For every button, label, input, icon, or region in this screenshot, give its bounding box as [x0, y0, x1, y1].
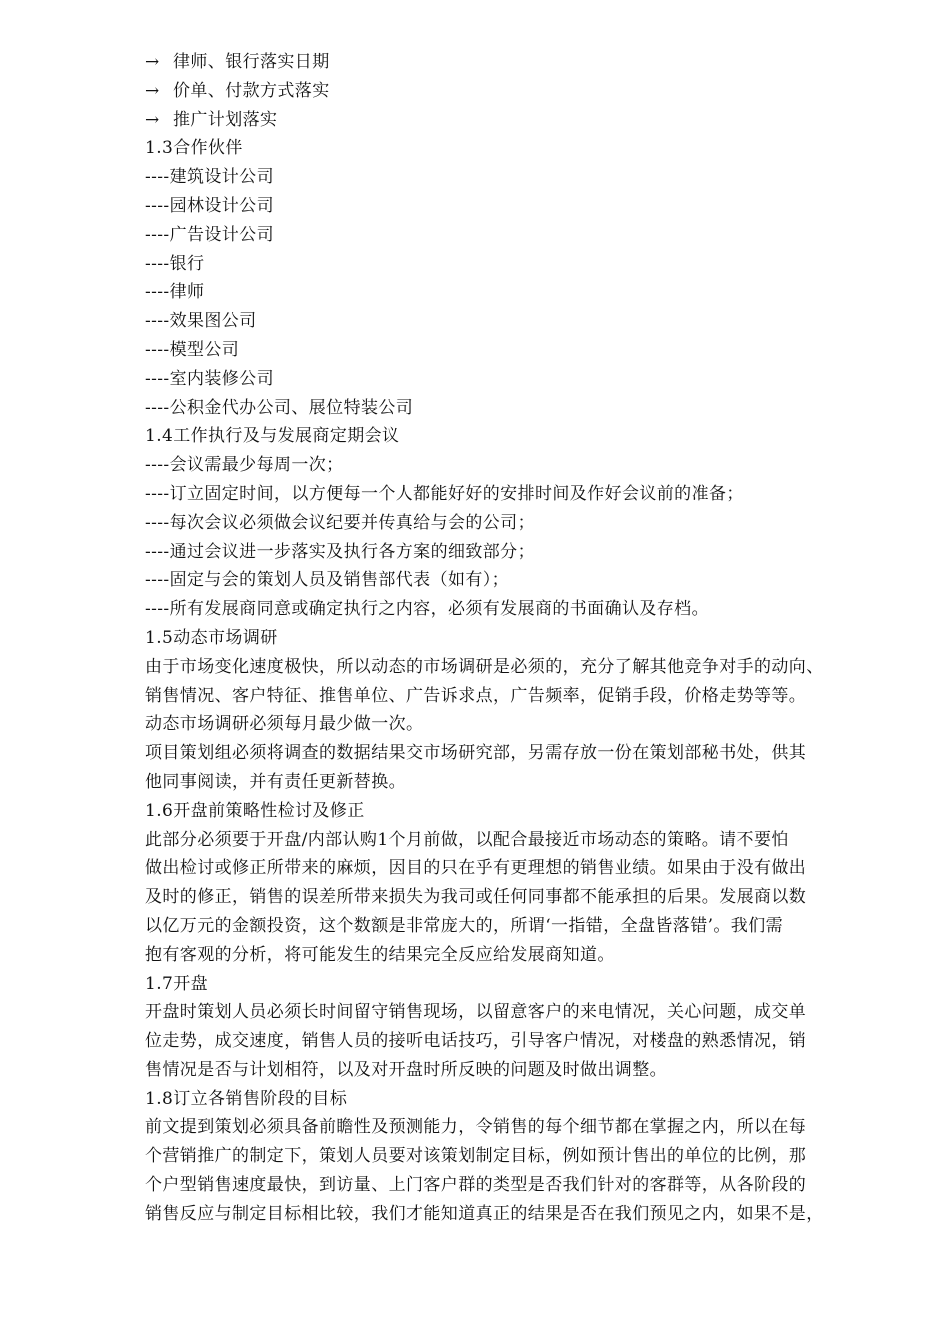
- list-item: ----订立固定时间，以方便每一个人都能好好的安排时间及作好会议前的准备；: [145, 483, 744, 504]
- section-heading: 1.3合作伙伴: [145, 138, 243, 159]
- arrow-icon: →: [145, 109, 160, 130]
- list-item: ----每次会议必须做会议纪要并传真给与会的公司；: [145, 512, 535, 533]
- section-heading: 1.6开盘前策略性检讨及修正: [145, 800, 365, 821]
- section-heading: 1.8订立各销售阶段的目标: [145, 1088, 348, 1109]
- section-heading: 1.7开盘: [145, 973, 209, 994]
- arrow-item: → 推广计划落实: [145, 106, 890, 135]
- list-item: ----效果图公司: [145, 311, 257, 332]
- paragraph: 开盘时策划人员必须长时间留守销售现场，以留意客户的来电情况，关心问题，成交单 位走势，成交速度，销售人员的接听电话技巧，引导客户情况，对楼盘的熟悉情况，销 售情况是否与计划相符，以及对开盘时所反映的问题及时做出调整。: [145, 1002, 807, 1080]
- arrow-icon: →: [145, 52, 160, 72]
- list-item: ----园林设计公司: [145, 195, 274, 216]
- list-item: ----会议需最少每周一次；: [145, 455, 344, 476]
- list-item: ----建筑设计公司: [145, 167, 274, 188]
- paragraph: 由于市场变化速度极快，所以动态的市场调研是必须的，充分了解其他竞争对手的动向、 销售情况、客户特征、推售单位、广告诉求点，广告频率，促销手段，价格走势等等。 动态市场调研必须每月最少做一次。: [145, 656, 824, 735]
- list-item: ----银行: [145, 253, 205, 274]
- list-item: ----广告设计公司: [145, 224, 274, 245]
- paragraph: 此部分必须要于开盘/内部认购1个月前做，以配合最接近市场动态的策略。请不要怕 做出检讨或修正所带来的麻烦，因目的只在乎有更理想的销售业绩。如果由于没有做出 及时的修正，销售的误差所带来损失为我司或任何同事都不能承担的后果。发展商以数 以亿万元的金额投资，这个数额是非常庞大的，所谓‘一指错，全盘皆落错’。我们需 抱有客观的分析，将可能发生的结果完全反应给发展商知道。: [145, 829, 807, 965]
- arrow-icon: →: [145, 80, 160, 101]
- list-item: ----模型公司: [145, 339, 240, 360]
- list-item: ----律师: [145, 282, 205, 303]
- list-item: ----所有发展商同意或确定执行之内容，必须有发展商的书面确认及存档。: [145, 599, 709, 620]
- arrow-item: → 价单、付款方式落实: [145, 77, 890, 106]
- paragraph: 前文提到策划必须具备前瞻性及预测能力，令销售的每个细节都在掌握之内，所以在每 个营销推广的制定下，策划人员要对该策划制定目标，例如预计售出的单位的比例，那 个户型销售速度最快，到访量、上门客户群的类型是否我们针对的客群等，从各阶段的 销售反应与制定目标相比较，我们才能知道真正的结果是否在我们预见之内，如果不是，: [145, 1117, 824, 1224]
- arrow-item: → 律师、银行落实日期: [145, 48, 890, 77]
- paragraph: 项目策划组必须将调查的数据结果交市场研究部，另需存放一份在策划部秘书处，供其 他同事阅读，并有责任更新替换。: [145, 743, 807, 792]
- list-item: ----通过会议进一步落实及执行各方案的细致部分；: [145, 541, 535, 562]
- document-page: [145, 48, 890, 1229]
- section-heading: 1.4工作执行及与发展商定期会议: [145, 426, 400, 447]
- section-heading: 1.5动态市场调研: [145, 627, 278, 648]
- list-item: ----公积金代办公司、展位特装公司: [145, 397, 414, 418]
- list-item: ----室内装修公司: [145, 368, 274, 389]
- list-item: ----固定与会的策划人员及销售部代表（如有）；: [145, 570, 510, 591]
